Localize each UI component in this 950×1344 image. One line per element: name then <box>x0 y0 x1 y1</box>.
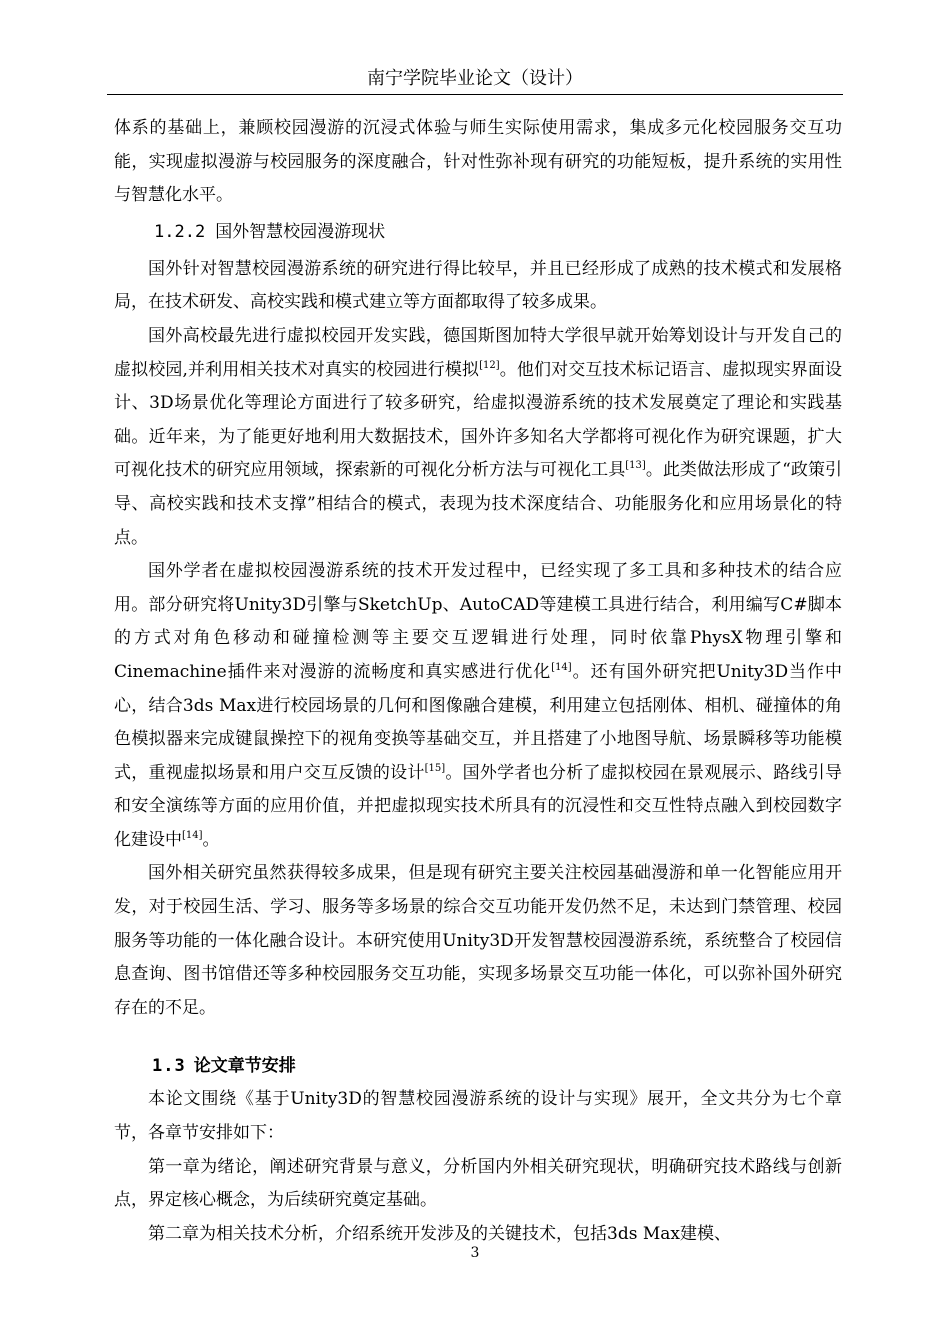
paragraph <box>114 320 842 555</box>
citation-ref: [15] <box>424 762 446 774</box>
paragraph-text: 。此类做法形成了“政策引导、高校实践和技术支撑”相结合的模式，表现为技术深度结合、功能服务化和应用场景化的特点。 <box>114 460 842 548</box>
page-header: 南宁学院毕业论文（设计） <box>367 68 583 89</box>
page-number: 3 <box>470 1245 480 1261</box>
citation-ref: [14] <box>551 661 572 673</box>
paragraph: 第二章为相关技术分析，介绍系统开发涉及的关键技术，包括3ds Max建模、 <box>148 1223 731 1244</box>
citation-ref: [12] <box>479 359 500 371</box>
section-title: 论文章节安排 <box>193 1056 296 1077</box>
section-title: 国外智慧校园漫游现状 <box>215 221 386 242</box>
section-heading-1-2-2 <box>114 217 842 247</box>
paragraph: 国外针对智慧校园漫游系统的研究进行得比较早，并且已经形成了成熟的技术模式和发展格局，在技术研发、高校实践和模式建立等方面都取得了较多成果。 <box>114 258 842 313</box>
paragraph-text: 。还有国外研究把Unity3D当作中心，结合3ds Max进行校园场景的几何和图像融合建模，利用建立包括刚体、相机、碰撞体的角色模拟器来完成键鼠操控下的视角变换等基础交互，并且搭建了小地图导航、场景瞬移等功能模式，重视虚拟场景和用户交互反馈的设计 <box>114 661 843 783</box>
paragraph-text: 国外学者在虚拟校园漫游系统的技术开发过程中，已经实现了多工具和多种技术的结合应用。部分研究将Unity3D引擎与SketchUp、AutoCAD等建模工具进行结合，利用编写C#脚本的方式对角色移动和碰撞检测等主要交互逻辑进行处理，同时依靠PhysX物理引擎和Cinemachine插件来对漫游的流畅度和真实感进行优化 <box>114 561 842 682</box>
paragraph-continued: 体系的基础上，兼顾校园漫游的沉浸式体验与师生实际使用需求，集成多元化校园服务交互功能，实现虚拟漫游与校园服务的深度融合，针对性弥补现有研究的功能短板，提升系统的实用性与智慧化水平。 <box>114 118 842 206</box>
header-divider <box>107 94 843 95</box>
paragraph: 第一章为绪论，阐述研究背景与意义，分析国内外相关研究现状，明确研究技术路线与创新点，界定核心概念，为后续研究奠定基础。 <box>114 1156 842 1211</box>
paragraph: 本论文围绕《基于Unity3D的智慧校园漫游系统的设计与实现》展开，全文共分为七个章节，各章节安排如下： <box>114 1089 842 1144</box>
paragraph-text: 。 <box>202 829 220 850</box>
page-body <box>114 112 842 1251</box>
paragraph: 国外相关研究虽然获得较多成果，但是现有研究主要关注校园基础漫游和单一化智能应用开发，对于校园生活、学习、服务等多场景的综合交互功能开发仍然不足，未达到门禁管理、校园服务等功能的一体化融合设计。本研究使用Unity3D开发智慧校园漫游系统，系统整合了校园信息查询、图书馆借还等多种校园服务交互功能，实现多场景交互功能一体化，可以弥补国外研究存在的不足。 <box>114 863 842 1018</box>
paragraph <box>114 555 842 857</box>
citation-ref: [13] <box>625 460 646 472</box>
paragraph-text: 。他们对交互技术标记语言、虚拟现实界面设计、3D场景优化等理论方面进行了较多研究，给虚拟漫游系统的技术发展奠定了理论和实践基础。近年来，为了能更好地利用大数据技术，国外许多知名大学都将可视化作为研究课题，扩大可视化技术的研究应用领域，探索新的可视化分析方法与可视化工具 <box>114 359 843 481</box>
paragraph-text: 。国外学者也分析了虚拟校园在景观展示、路线引导和安全演练等方面的应用价值，并把虚拟现实技术所具有的沉浸性和交互性特点融入到校园数字化建设中 <box>114 762 843 850</box>
section-number: 1.3 <box>152 1056 186 1077</box>
section-number: 1.2.2 <box>154 221 206 242</box>
citation-ref: [14] <box>182 829 203 841</box>
section-heading-1-3 <box>114 1051 842 1081</box>
paragraph-text: 国外高校最先进行虚拟校园开发实践，德国斯图加特大学很早就开始筹划设计与开发自己的虚拟校园,并利用相关技术对真实的校园进行模拟 <box>114 325 842 380</box>
